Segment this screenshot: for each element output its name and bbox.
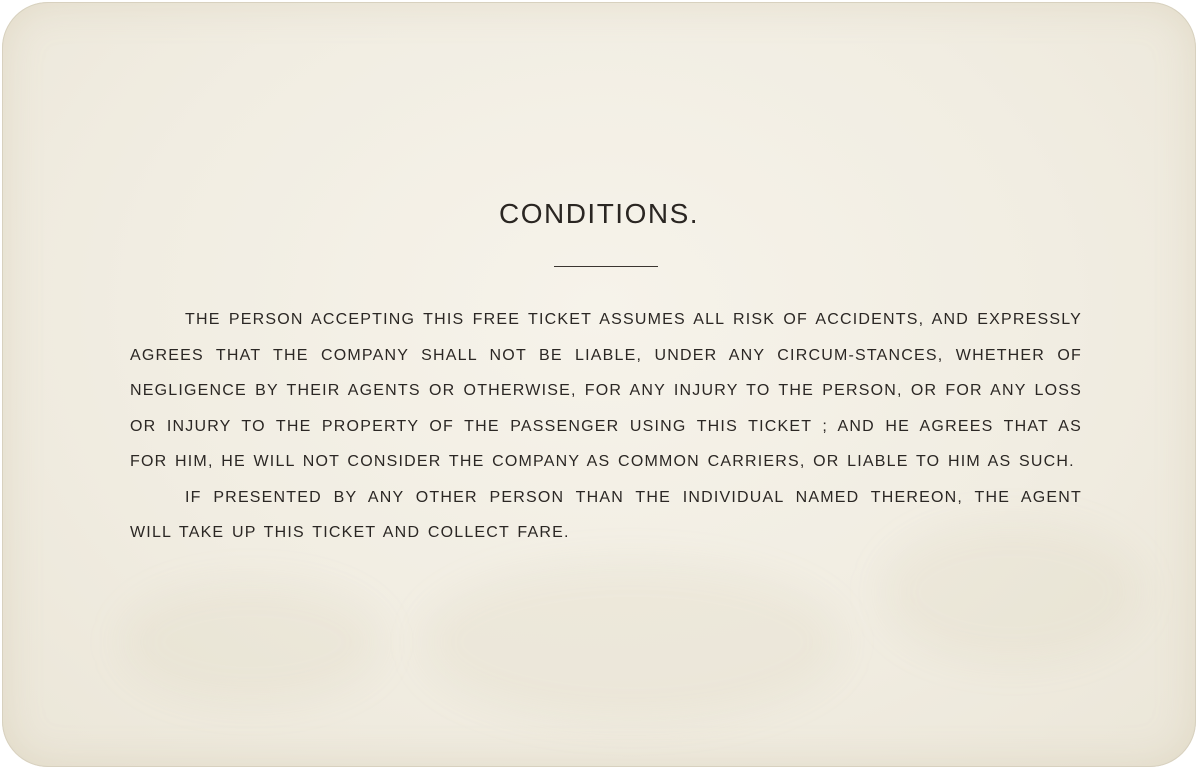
conditions-text bbox=[130, 302, 1082, 551]
title-divider bbox=[554, 266, 658, 267]
paper-stain bbox=[122, 582, 382, 702]
page-title: CONDITIONS. bbox=[498, 198, 700, 229]
paper-stain bbox=[422, 562, 842, 722]
paragraph: IF PRESENTED BY ANY OTHER PERSON THAN THE INDIVIDUAL NAMED THEREON, THE AGENT WILL TAKE UP THIS TICKET AND COLLECT FARE. bbox=[130, 488, 1082, 541]
paragraph: THE PERSON ACCEPTING THIS FREE TICKET ASSUMES ALL RISK OF ACCIDENTS, AND EXPRESSLY AGREES THAT THE COMPANY SHALL NOT BE LIABLE, UNDER ANY CIRCUM-STANCES, WHETHER OF NEGLIGENCE BY THEIR AGENTS OR OTHERWISE, FOR ANY INJURY TO THE PERSON, OR FOR ANY LOSS OR INJURY TO THE PROPERTY OF THE PASSENGER USING THIS TICKET ; AND HE AGREES THAT AS FOR HIM, HE WILL NOT CONSIDER THE COMPANY AS COMMON CARRIERS, OR LIABLE TO HIM AS SUCH. bbox=[130, 311, 1082, 470]
ticket-card bbox=[2, 2, 1196, 767]
